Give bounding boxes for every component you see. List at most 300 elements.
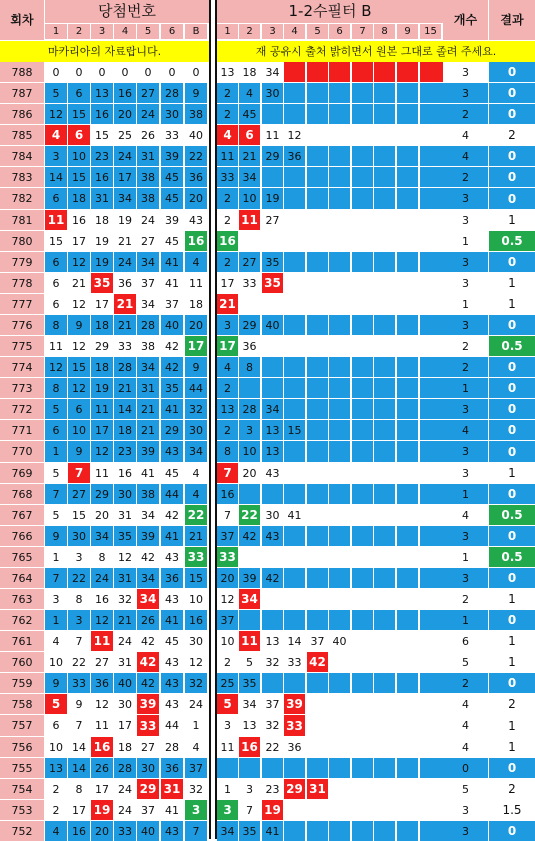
draw-number: 33 bbox=[185, 547, 207, 567]
filter-number bbox=[307, 273, 328, 293]
result-value: 0 bbox=[489, 62, 535, 82]
filter-number bbox=[397, 273, 418, 293]
filter-number bbox=[329, 821, 350, 841]
filter-number: 23 bbox=[262, 779, 283, 799]
draw-number: 22 bbox=[185, 146, 207, 166]
filter-number bbox=[374, 821, 395, 841]
filter-number bbox=[397, 167, 418, 187]
filter-number bbox=[284, 315, 305, 335]
filter-number bbox=[307, 188, 328, 209]
filter-number: 29 bbox=[284, 779, 305, 799]
draw-number: 34 bbox=[137, 589, 159, 609]
filter-number bbox=[420, 83, 443, 103]
draw-number: 6 bbox=[68, 83, 90, 103]
filter-number bbox=[397, 210, 418, 230]
filter-number bbox=[329, 252, 350, 272]
draw-number: 7 bbox=[45, 568, 67, 588]
filter-number bbox=[307, 294, 328, 314]
draw-number: 31 bbox=[114, 652, 136, 672]
filter-number bbox=[397, 399, 418, 419]
filter-number: 2 bbox=[217, 83, 238, 103]
filter-col-label-9: 9 bbox=[397, 24, 418, 39]
match-count: 2 bbox=[443, 167, 488, 187]
draw-number: 26 bbox=[137, 125, 159, 145]
filter-number bbox=[329, 273, 350, 293]
result-value: 2 bbox=[489, 694, 535, 714]
filter-number bbox=[352, 399, 373, 419]
draw-number: 20 bbox=[185, 315, 207, 335]
filter-number: 2 bbox=[217, 210, 238, 230]
draw-number: 17 bbox=[68, 800, 90, 820]
draw-number: 12 bbox=[68, 294, 90, 314]
filter-number bbox=[352, 737, 373, 757]
draw-number: 4 bbox=[45, 125, 67, 145]
filter-number: 22 bbox=[262, 737, 283, 757]
filter-number bbox=[397, 104, 418, 124]
filter-number bbox=[374, 167, 395, 187]
filter-number bbox=[307, 210, 328, 230]
draw-number: 8 bbox=[68, 589, 90, 609]
filter-number bbox=[397, 505, 418, 525]
filter-number bbox=[420, 779, 443, 799]
draw-number: 42 bbox=[137, 631, 159, 651]
filter-number: 3 bbox=[239, 779, 260, 799]
filter-number bbox=[329, 589, 350, 609]
filter-number bbox=[262, 378, 283, 398]
draw-number: 27 bbox=[137, 231, 159, 251]
draw-number: 42 bbox=[137, 547, 159, 567]
filter-number bbox=[374, 399, 395, 419]
filter-number bbox=[284, 210, 305, 230]
draw-number: 43 bbox=[161, 694, 183, 714]
round-number: 784 bbox=[0, 146, 44, 166]
draw-number: 24 bbox=[137, 104, 159, 124]
filter-number bbox=[397, 694, 418, 714]
filter-number bbox=[420, 589, 443, 609]
filter-number bbox=[307, 610, 328, 630]
filter-number bbox=[352, 441, 373, 462]
draw-number: 12 bbox=[91, 610, 113, 630]
filter-number: 39 bbox=[284, 694, 305, 714]
draw-number: 34 bbox=[137, 505, 159, 525]
filter-number bbox=[374, 62, 395, 82]
draw-number: 28 bbox=[161, 83, 183, 103]
filter-number: 2 bbox=[217, 252, 238, 272]
draw-number: 6 bbox=[45, 188, 67, 209]
filter-number bbox=[307, 104, 328, 124]
result-value: 1 bbox=[489, 652, 535, 672]
draw-number: 10 bbox=[68, 420, 90, 440]
filter-number bbox=[329, 104, 350, 124]
match-count: 3 bbox=[443, 463, 488, 483]
result-value: 0 bbox=[489, 315, 535, 335]
draw-number: 30 bbox=[68, 526, 90, 546]
filter-number: 32 bbox=[262, 715, 283, 736]
draw-number: 3 bbox=[68, 547, 90, 567]
filter-number bbox=[307, 315, 328, 335]
round-number: 778 bbox=[0, 273, 44, 293]
filter-number: 16 bbox=[217, 484, 238, 504]
draw-number: 32 bbox=[185, 399, 207, 419]
filter-number bbox=[397, 547, 418, 567]
filter-number bbox=[352, 125, 373, 145]
filter-number bbox=[352, 652, 373, 672]
filter-number bbox=[307, 547, 328, 567]
filter-number: 34 bbox=[239, 694, 260, 714]
draw-number: 16 bbox=[68, 821, 90, 841]
result-value: 0.5 bbox=[489, 231, 535, 251]
filter-number bbox=[374, 252, 395, 272]
filter-number: 33 bbox=[284, 652, 305, 672]
draw-number: 5 bbox=[45, 694, 67, 714]
draw-number: 22 bbox=[185, 505, 207, 525]
filter-number bbox=[397, 62, 418, 82]
filter-number bbox=[329, 378, 350, 398]
draw-number: 30 bbox=[114, 694, 136, 714]
filter-number: 19 bbox=[262, 188, 283, 209]
draw-number: 31 bbox=[114, 568, 136, 588]
draw-number: 41 bbox=[161, 800, 183, 820]
draw-number: 24 bbox=[114, 779, 136, 799]
draw-number: 24 bbox=[114, 252, 136, 272]
draw-number: 21 bbox=[114, 610, 136, 630]
filter-number bbox=[352, 505, 373, 525]
match-count: 3 bbox=[443, 821, 488, 841]
draw-number: 36 bbox=[114, 273, 136, 293]
filter-number bbox=[262, 610, 283, 630]
draw-number: 24 bbox=[114, 800, 136, 820]
draw-number: 12 bbox=[91, 441, 113, 462]
filter-number: 35 bbox=[239, 673, 260, 693]
result-value: 1 bbox=[489, 463, 535, 483]
filter-number bbox=[374, 420, 395, 440]
result-value: 0 bbox=[489, 568, 535, 588]
draw-number: 12 bbox=[45, 104, 67, 124]
draw-number: 12 bbox=[114, 547, 136, 567]
filter-number bbox=[262, 294, 283, 314]
filter-number bbox=[397, 441, 418, 462]
draw-number: 8 bbox=[45, 378, 67, 398]
draw-number: 7 bbox=[185, 821, 207, 841]
filter-number: 30 bbox=[262, 83, 283, 103]
filter-number bbox=[284, 188, 305, 209]
filter-number: 7 bbox=[239, 800, 260, 820]
filter-number bbox=[217, 758, 238, 778]
filter-number bbox=[329, 336, 350, 356]
filter-number bbox=[374, 589, 395, 609]
draw-number: 29 bbox=[161, 420, 183, 440]
draw-number: 16 bbox=[185, 231, 207, 251]
filter-number bbox=[329, 800, 350, 820]
draw-number: 11 bbox=[91, 715, 113, 736]
filter-number bbox=[397, 652, 418, 672]
filter-number bbox=[397, 252, 418, 272]
filter-number bbox=[397, 737, 418, 757]
draw-number: 12 bbox=[68, 252, 90, 272]
draw-number: 14 bbox=[45, 167, 67, 187]
filter-number bbox=[374, 547, 395, 567]
filter-number bbox=[397, 378, 418, 398]
result-value: 0 bbox=[489, 484, 535, 504]
match-count: 3 bbox=[443, 252, 488, 272]
draw-number: 34 bbox=[137, 294, 159, 314]
draw-number: 33 bbox=[161, 125, 183, 145]
draw-number: 26 bbox=[91, 758, 113, 778]
draw-number: 18 bbox=[68, 188, 90, 209]
filter-number: 30 bbox=[262, 505, 283, 525]
draw-number: 42 bbox=[137, 673, 159, 693]
result-value: 2 bbox=[489, 779, 535, 799]
filter-number bbox=[420, 737, 443, 757]
filter-number bbox=[307, 399, 328, 419]
filter-number bbox=[397, 315, 418, 335]
result-value: 0 bbox=[489, 146, 535, 166]
draw-number: 17 bbox=[91, 779, 113, 799]
round-number: 767 bbox=[0, 505, 44, 525]
filter-number bbox=[329, 357, 350, 377]
header-numbers: 당첨번호 bbox=[45, 0, 209, 23]
filter-number bbox=[284, 673, 305, 693]
filter-number bbox=[374, 231, 395, 251]
filter-col-label-5: 5 bbox=[307, 24, 328, 39]
filter-number bbox=[397, 673, 418, 693]
filter-number bbox=[239, 231, 260, 251]
round-number: 774 bbox=[0, 357, 44, 377]
filter-number bbox=[352, 589, 373, 609]
filter-number bbox=[352, 188, 373, 209]
filter-number bbox=[284, 568, 305, 588]
filter-number bbox=[374, 505, 395, 525]
draw-number: 45 bbox=[161, 631, 183, 651]
draw-number: 41 bbox=[161, 252, 183, 272]
col-label-3: 3 bbox=[91, 24, 113, 39]
filter-number bbox=[374, 631, 395, 651]
filter-number: 18 bbox=[239, 62, 260, 82]
result-value: 1 bbox=[489, 294, 535, 314]
draw-number: 10 bbox=[45, 652, 67, 672]
draw-number: 4 bbox=[45, 631, 67, 651]
filter-number: 34 bbox=[217, 821, 238, 841]
filter-number bbox=[352, 779, 373, 799]
filter-number: 33 bbox=[217, 167, 238, 187]
filter-number bbox=[374, 694, 395, 714]
filter-number: 14 bbox=[284, 631, 305, 651]
draw-number: 4 bbox=[185, 463, 207, 483]
draw-number: 39 bbox=[161, 146, 183, 166]
match-count: 3 bbox=[443, 441, 488, 462]
draw-number: 6 bbox=[45, 273, 67, 293]
filter-number bbox=[239, 294, 260, 314]
draw-number: 19 bbox=[114, 210, 136, 230]
filter-number bbox=[420, 568, 443, 588]
match-count: 4 bbox=[443, 694, 488, 714]
filter-number: 10 bbox=[217, 631, 238, 651]
draw-number: 10 bbox=[185, 589, 207, 609]
draw-number: 34 bbox=[91, 526, 113, 546]
match-count: 5 bbox=[443, 652, 488, 672]
draw-number: 3 bbox=[45, 589, 67, 609]
filter-number bbox=[374, 273, 395, 293]
draw-number: 21 bbox=[114, 231, 136, 251]
filter-number bbox=[420, 336, 443, 356]
draw-number: 19 bbox=[91, 800, 113, 820]
round-number: 755 bbox=[0, 758, 44, 778]
result-value: 0 bbox=[489, 104, 535, 124]
filter-number bbox=[329, 463, 350, 483]
filter-number bbox=[420, 188, 443, 209]
filter-number: 21 bbox=[239, 146, 260, 166]
filter-number bbox=[420, 252, 443, 272]
filter-number bbox=[239, 758, 260, 778]
draw-number: 5 bbox=[45, 505, 67, 525]
filter-number bbox=[352, 167, 373, 187]
filter-number: 25 bbox=[217, 673, 238, 693]
match-count: 4 bbox=[443, 737, 488, 757]
filter-col-label-7: 7 bbox=[352, 24, 373, 39]
filter-number bbox=[397, 589, 418, 609]
draw-number: 34 bbox=[185, 441, 207, 462]
filter-number bbox=[284, 336, 305, 356]
draw-number: 43 bbox=[185, 210, 207, 230]
draw-number: 21 bbox=[114, 378, 136, 398]
round-number: 766 bbox=[0, 526, 44, 546]
filter-number: 16 bbox=[217, 231, 238, 251]
filter-number: 2 bbox=[217, 378, 238, 398]
draw-number: 45 bbox=[161, 231, 183, 251]
match-count: 3 bbox=[443, 83, 488, 103]
draw-number: 13 bbox=[45, 758, 67, 778]
filter-number bbox=[420, 715, 443, 736]
round-number: 760 bbox=[0, 652, 44, 672]
filter-number bbox=[329, 779, 350, 799]
filter-number bbox=[284, 463, 305, 483]
filter-number bbox=[352, 231, 373, 251]
filter-number: 3 bbox=[217, 800, 238, 820]
filter-number bbox=[352, 357, 373, 377]
filter-number bbox=[397, 715, 418, 736]
draw-number: 11 bbox=[45, 336, 67, 356]
filter-number: 13 bbox=[262, 441, 283, 462]
filter-number bbox=[307, 463, 328, 483]
match-count: 2 bbox=[443, 336, 488, 356]
draw-number: 38 bbox=[137, 336, 159, 356]
filter-number bbox=[262, 758, 283, 778]
draw-number: 4 bbox=[185, 484, 207, 504]
draw-number: 34 bbox=[137, 252, 159, 272]
filter-number bbox=[420, 631, 443, 651]
filter-number bbox=[420, 231, 443, 251]
filter-number bbox=[307, 673, 328, 693]
draw-number: 2 bbox=[45, 800, 67, 820]
filter-number: 35 bbox=[239, 821, 260, 841]
match-count: 3 bbox=[443, 273, 488, 293]
draw-number: 12 bbox=[45, 357, 67, 377]
draw-number: 20 bbox=[91, 821, 113, 841]
filter-number bbox=[397, 779, 418, 799]
filter-number: 11 bbox=[262, 125, 283, 145]
match-count: 3 bbox=[443, 62, 488, 82]
draw-number: 16 bbox=[185, 610, 207, 630]
filter-number bbox=[352, 484, 373, 504]
filter-number bbox=[352, 210, 373, 230]
filter-number: 13 bbox=[217, 399, 238, 419]
draw-number: 17 bbox=[185, 336, 207, 356]
round-number: 761 bbox=[0, 631, 44, 651]
draw-number: 21 bbox=[114, 294, 136, 314]
draw-number: 31 bbox=[137, 378, 159, 398]
filter-number bbox=[374, 441, 395, 462]
filter-number bbox=[374, 673, 395, 693]
filter-number bbox=[307, 252, 328, 272]
filter-number: 42 bbox=[262, 568, 283, 588]
draw-number: 31 bbox=[91, 188, 113, 209]
draw-number: 33 bbox=[114, 821, 136, 841]
filter-number bbox=[284, 252, 305, 272]
draw-number: 24 bbox=[114, 631, 136, 651]
draw-number: 42 bbox=[161, 357, 183, 377]
filter-number bbox=[307, 357, 328, 377]
round-number: 782 bbox=[0, 188, 44, 209]
draw-number: 21 bbox=[185, 526, 207, 546]
filter-number: 10 bbox=[239, 188, 260, 209]
filter-number: 20 bbox=[217, 568, 238, 588]
draw-number: 20 bbox=[114, 104, 136, 124]
draw-number: 42 bbox=[137, 652, 159, 672]
filter-number bbox=[420, 547, 443, 567]
draw-number: 1 bbox=[45, 610, 67, 630]
draw-number: 31 bbox=[161, 779, 183, 799]
round-number: 758 bbox=[0, 694, 44, 714]
filter-number bbox=[329, 167, 350, 187]
filter-number: 34 bbox=[239, 589, 260, 609]
filter-number: 43 bbox=[262, 526, 283, 546]
draw-number: 43 bbox=[161, 652, 183, 672]
result-value: 0.5 bbox=[489, 505, 535, 525]
filter-number bbox=[352, 673, 373, 693]
filter-number bbox=[420, 378, 443, 398]
round-number: 783 bbox=[0, 167, 44, 187]
draw-number: 29 bbox=[91, 336, 113, 356]
filter-number bbox=[397, 294, 418, 314]
draw-number: 9 bbox=[68, 694, 90, 714]
filter-number bbox=[420, 505, 443, 525]
filter-number: 37 bbox=[307, 631, 328, 651]
filter-number: 36 bbox=[239, 336, 260, 356]
filter-number bbox=[284, 273, 305, 293]
filter-number bbox=[284, 821, 305, 841]
filter-number bbox=[352, 83, 373, 103]
filter-number: 37 bbox=[217, 526, 238, 546]
draw-number: 23 bbox=[114, 441, 136, 462]
match-count: 6 bbox=[443, 631, 488, 651]
filter-number bbox=[329, 146, 350, 166]
draw-number: 5 bbox=[45, 463, 67, 483]
draw-number: 41 bbox=[161, 273, 183, 293]
draw-number: 4 bbox=[185, 737, 207, 757]
filter-col-label-6: 6 bbox=[329, 24, 350, 39]
draw-number: 43 bbox=[161, 547, 183, 567]
draw-number: 45 bbox=[161, 188, 183, 209]
filter-number bbox=[352, 631, 373, 651]
filter-number bbox=[397, 146, 418, 166]
col-label-4: 4 bbox=[114, 24, 136, 39]
filter-number bbox=[374, 800, 395, 820]
filter-number bbox=[284, 800, 305, 820]
filter-number bbox=[262, 484, 283, 504]
match-count: 1 bbox=[443, 378, 488, 398]
filter-number bbox=[352, 568, 373, 588]
draw-number: 29 bbox=[91, 484, 113, 504]
